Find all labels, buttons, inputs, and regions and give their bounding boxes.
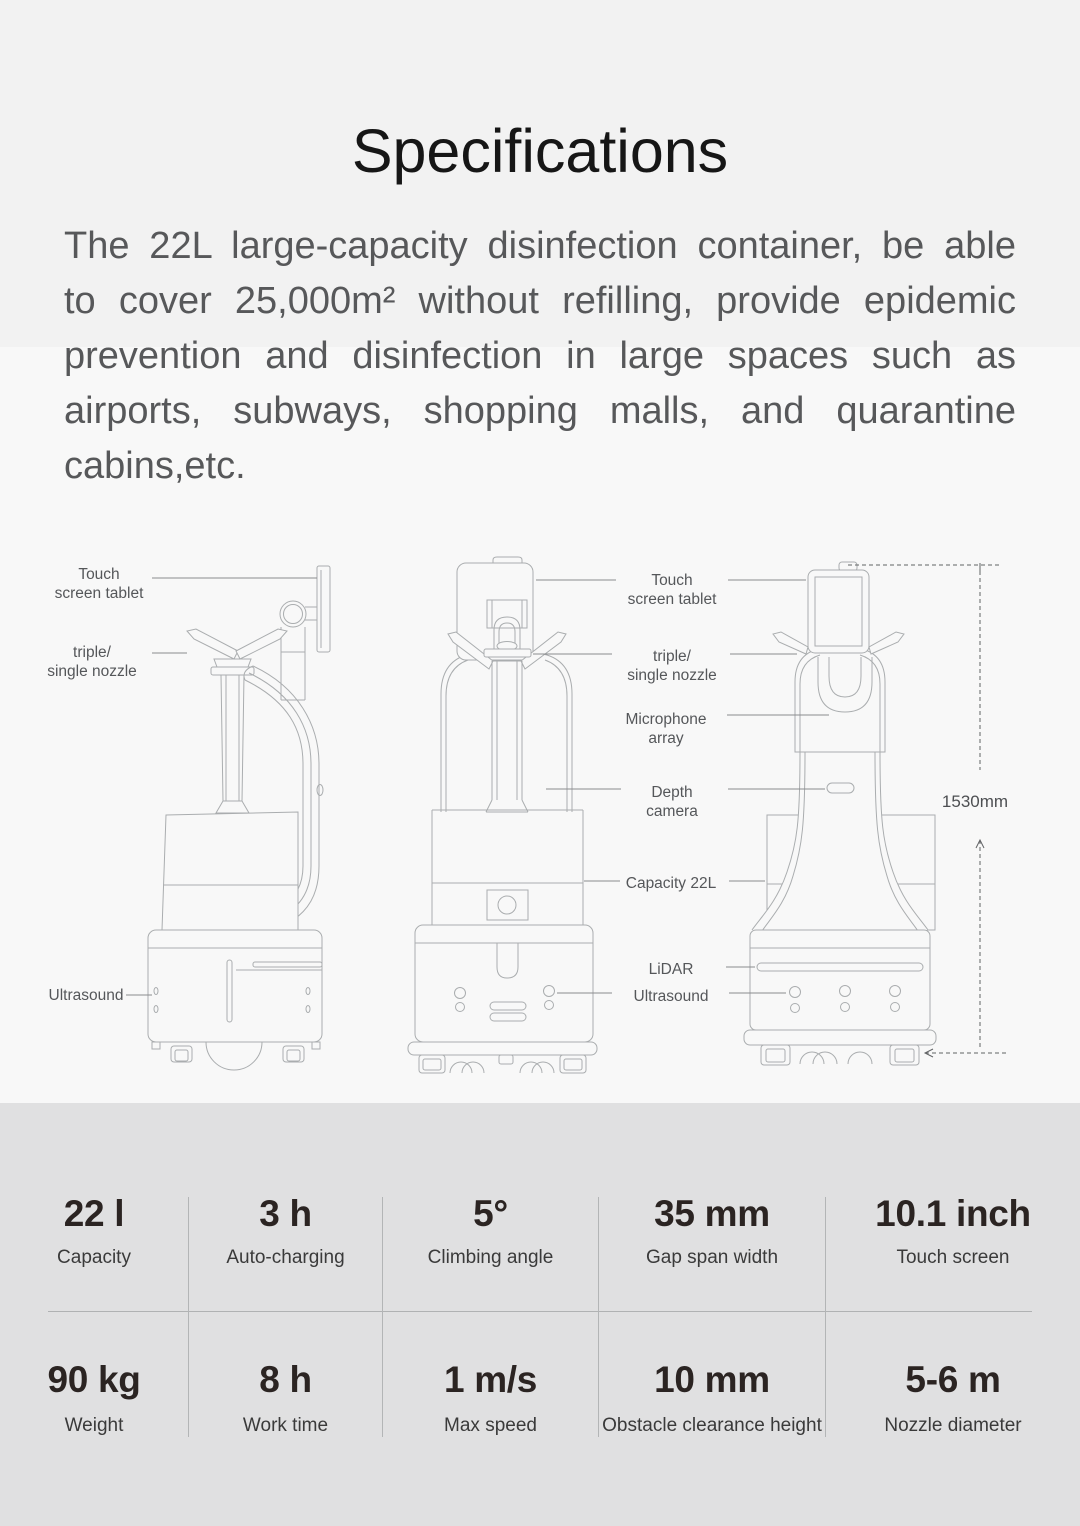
robot-back-view xyxy=(744,562,936,1065)
spec-weight xyxy=(0,1311,189,1437)
label-touch-screen-tablet: screen tablet xyxy=(54,585,144,602)
label-touch-screen-tablet: Touch xyxy=(651,572,693,589)
spec-label: Capacity xyxy=(57,1247,131,1268)
spec-value: 8 h xyxy=(259,1359,312,1400)
spec-label: Auto-charging xyxy=(226,1247,345,1268)
label-touch-screen-tablet: Touch xyxy=(78,566,120,583)
spec-label: Obstacle clearance height xyxy=(602,1415,822,1436)
intro-paragraph xyxy=(64,219,1016,494)
intro-line: The 22L large-capacity disinfection container, be able xyxy=(64,225,1016,267)
intro-line: airports, subways, shopping malls, and quarantine xyxy=(64,390,1016,432)
height-dimension-label: 1530mm xyxy=(941,792,1009,811)
spec-climbing-angle xyxy=(383,1193,599,1311)
spec-value: 10 mm xyxy=(654,1359,770,1400)
page-title: Specifications xyxy=(351,117,729,185)
nozzle-wing-icon xyxy=(187,629,238,659)
refill-port-icon xyxy=(498,896,516,914)
spec-label: Nozzle diameter xyxy=(884,1415,1022,1436)
label-depth-camera: camera xyxy=(646,803,698,820)
label-microphone-array: Microphone xyxy=(625,711,707,728)
spec-label: Max speed xyxy=(444,1415,537,1436)
robot-technical-diagram xyxy=(0,540,1080,1080)
spec-label: Gap span width xyxy=(645,1247,779,1268)
spec-obstacle-clearance xyxy=(599,1311,826,1437)
label-nozzle: triple/ xyxy=(653,648,691,665)
tablet-front-icon xyxy=(808,570,869,653)
spec-value: 3 h xyxy=(259,1193,312,1234)
nozzle-wing-icon xyxy=(773,632,808,654)
label-lidar: LiDAR xyxy=(648,961,694,978)
spec-value: 1 m/s xyxy=(443,1359,538,1400)
spec-gap-span-width xyxy=(599,1193,826,1311)
spec-value: 90 kg xyxy=(47,1359,141,1400)
spec-max-speed xyxy=(383,1311,599,1437)
label-capacity: Capacity 22L xyxy=(625,875,717,892)
spec-label: Climbing angle xyxy=(427,1247,554,1268)
label-microphone-array: array xyxy=(648,730,684,747)
base-outline xyxy=(148,930,322,1042)
spec-label: Weight xyxy=(64,1415,124,1436)
spec-table-row-1 xyxy=(0,1193,1080,1311)
tank-outline xyxy=(162,812,298,930)
label-nozzle: single nozzle xyxy=(47,663,137,680)
label-nozzle: triple/ xyxy=(73,644,111,661)
label-ultrasound: Ultrasound xyxy=(633,988,709,1005)
intro-line: to cover 25,000m² without refilling, provide epidemic xyxy=(64,280,1016,322)
spec-nozzle-diameter xyxy=(826,1311,1080,1437)
nozzle-wing-icon xyxy=(869,632,904,654)
robot-front-view xyxy=(408,557,597,1073)
robot-side-view xyxy=(148,566,330,1070)
label-ultrasound: Ultrasound xyxy=(48,987,124,1004)
spec-value: 5-6 m xyxy=(905,1359,1001,1400)
tablet-side-icon xyxy=(317,566,330,652)
spec-touch-screen xyxy=(826,1193,1080,1311)
nozzle-wing-icon xyxy=(236,629,287,659)
label-touch-screen-tablet: screen tablet xyxy=(627,591,717,608)
spec-work-time xyxy=(189,1311,383,1437)
intro-line: cabins,etc. xyxy=(64,445,246,487)
spec-label: Touch screen xyxy=(896,1247,1010,1268)
label-nozzle: single nozzle xyxy=(627,667,717,684)
intro-line: prevention and disinfection in large spaces such as xyxy=(64,335,1016,377)
base-outline xyxy=(750,930,930,1030)
spec-table-row-2 xyxy=(0,1311,1080,1437)
spec-value: 35 mm xyxy=(654,1193,770,1234)
spec-value: 5° xyxy=(473,1193,508,1234)
label-depth-camera: Depth xyxy=(651,784,693,801)
spec-value: 10.1 inch xyxy=(875,1193,1031,1234)
spec-capacity xyxy=(0,1193,189,1311)
spec-value: 22 l xyxy=(63,1193,125,1234)
spec-label: Work time xyxy=(242,1415,329,1436)
spec-auto-charging xyxy=(189,1193,383,1311)
